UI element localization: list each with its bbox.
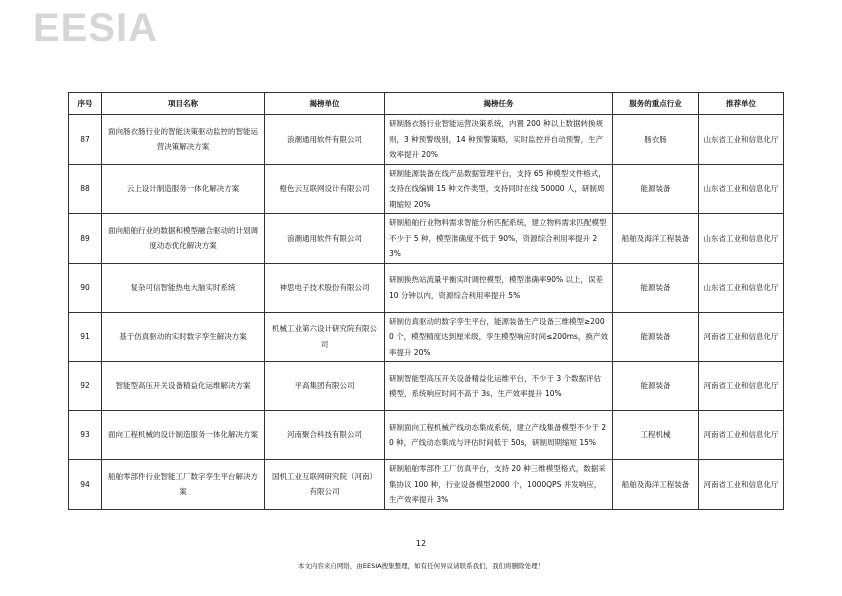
cell-seq: 90 <box>69 263 102 312</box>
cell-recommender: 山东省工业和信息化厅 <box>699 214 784 264</box>
cell-seq: 89 <box>69 214 102 264</box>
cell-project: 面向肠衣肠行业的智能決策驱动监控的智能运营决策解决方案 <box>102 115 265 165</box>
cell-recommender: 河南省工业和信息化厅 <box>699 411 784 460</box>
header-seq: 序号 <box>69 93 102 115</box>
footer-disclaimer: 本文内容来自网络，由EESIA搜集整理，如有任何异议请联系我们，我们将删除处理！ <box>297 562 545 570</box>
header-industry: 服务的重点行业 <box>613 93 699 115</box>
cell-project: 复杂可信智能热电大脑实时系统 <box>102 263 265 312</box>
cell-recommender: 河南省工业和信息化厅 <box>699 312 784 362</box>
header-unit: 揭榜单位 <box>265 93 385 115</box>
cell-unit: 河南聚合科技有限公司 <box>265 411 385 460</box>
cell-seq: 93 <box>69 411 102 460</box>
cell-project: 云上设计制造服务一体化解决方案 <box>102 164 265 214</box>
cell-industry: 能源装备 <box>613 362 699 411</box>
cell-recommender: 山东省工业和信息化厅 <box>699 263 784 312</box>
cell-seq: 88 <box>69 164 102 214</box>
cell-unit: 橙色云互联网设计有限公司 <box>265 164 385 214</box>
cell-recommender: 河南省工业和信息化厅 <box>699 460 784 510</box>
cell-unit: 神思电子技术股份有限公司 <box>265 263 385 312</box>
cell-seq: 94 <box>69 460 102 510</box>
cell-project: 基于仿真驱动的实时数字孪生解决方案 <box>102 312 265 362</box>
cell-recommender: 山东省工业和信息化厅 <box>699 164 784 214</box>
cell-unit: 机械工业第六设计研究院有限公司 <box>265 312 385 362</box>
eesia-watermark-logo: EESIA <box>33 6 159 50</box>
cell-industry: 工程机械 <box>613 411 699 460</box>
cell-seq: 87 <box>69 115 102 165</box>
table-header-row <box>69 93 784 115</box>
cell-industry: 能源装备 <box>613 164 699 214</box>
cell-seq: 91 <box>69 312 102 362</box>
cell-unit: 浪潮通用软件有限公司 <box>265 214 385 264</box>
cell-project: 面向工程机械的设计制造服务一体化解决方案 <box>102 411 265 460</box>
cell-industry: 船舶及海洋工程装备 <box>613 214 699 264</box>
table-row <box>69 460 784 510</box>
table-row <box>69 263 784 312</box>
cell-industry: 能源装备 <box>613 263 699 312</box>
cell-industry: 肠衣肠 <box>613 115 699 165</box>
table-row <box>69 411 784 460</box>
cell-project: 船舶零部件行业智能工厂数字孪生平台解决方案 <box>102 460 265 510</box>
cell-task: 研制能源装备在线产品数据管理平台，支持 65 种模型文件格式，支持在线编辑 15 种文件类型，支持同时在线 50000 人，研制周期缩短 20% <box>385 164 613 214</box>
cell-task: 研制船舶零部件工厂仿真平台，支持 20 种三维模型格式，数据采集协议 100 种，行业设备模型2000 个，1000QPS 并发响应，生产效率提升 3% <box>385 460 613 510</box>
cell-seq: 92 <box>69 362 102 411</box>
cell-unit: 平高集团有限公司 <box>265 362 385 411</box>
table-row <box>69 312 784 362</box>
cell-task: 研制智能型高压开关设备精益化运维平台，不少于 3 个数据评估模型，系统响应时间不高于 3s，生产效率提升 10% <box>385 362 613 411</box>
cell-task: 研制肠衣肠行业智能运营决策系统，内置 200 种以上数据转换规则，3 种预警级别，14 种预警策略，实时监控并自动预警，生产效率提升 20% <box>385 115 613 165</box>
cell-task: 研制仿真驱动的数字孪生平台，能源装备生产设备三维模型≥2000 个，模型精度达到厘米级，孪生模型响应时间≤200ms，换产效率提升 20% <box>385 312 613 362</box>
page-number: 12 <box>415 539 427 548</box>
cell-task: 研制船舶行业物料需求智能分析匹配系统，建立物料需求匹配模型不少于 5 种，模型准确度不低于 90%，资源综合利用率提升 23% <box>385 214 613 264</box>
header-task: 揭榜任务 <box>385 93 613 115</box>
cell-recommender: 山东省工业和信息化厅 <box>699 115 784 165</box>
cell-unit: 国机工业互联网研究院（河南）有限公司 <box>265 460 385 510</box>
cell-recommender: 河南省工业和信息化厅 <box>699 362 784 411</box>
header-project: 项目名称 <box>102 93 265 115</box>
table-row <box>69 115 784 165</box>
table-row <box>69 164 784 214</box>
cell-project: 智能型高压开关设备精益化运维解决方案 <box>102 362 265 411</box>
table-row <box>69 362 784 411</box>
cell-task: 研制换热站流量平衡实时调控模型，模型准确率90% 以上，误差 10 分钟以内，资源综合利用率提升 5% <box>385 263 613 312</box>
cell-unit: 浪潮通用软件有限公司 <box>265 115 385 165</box>
cell-industry: 船舶及海洋工程装备 <box>613 460 699 510</box>
table-row <box>69 214 784 264</box>
cell-industry: 能源装备 <box>613 312 699 362</box>
header-recommender: 推荐单位 <box>699 93 784 115</box>
project-table <box>68 92 784 510</box>
cell-project: 面向船舶行业的数据和模型融合驱动的计划调度动态优化解决方案 <box>102 214 265 264</box>
cell-task: 研制面向工程机械产线动态集成系统，建立产线集备模型不少于 20 种，产线动态集成与评估时间低于 50s，研制周期缩短 15% <box>385 411 613 460</box>
